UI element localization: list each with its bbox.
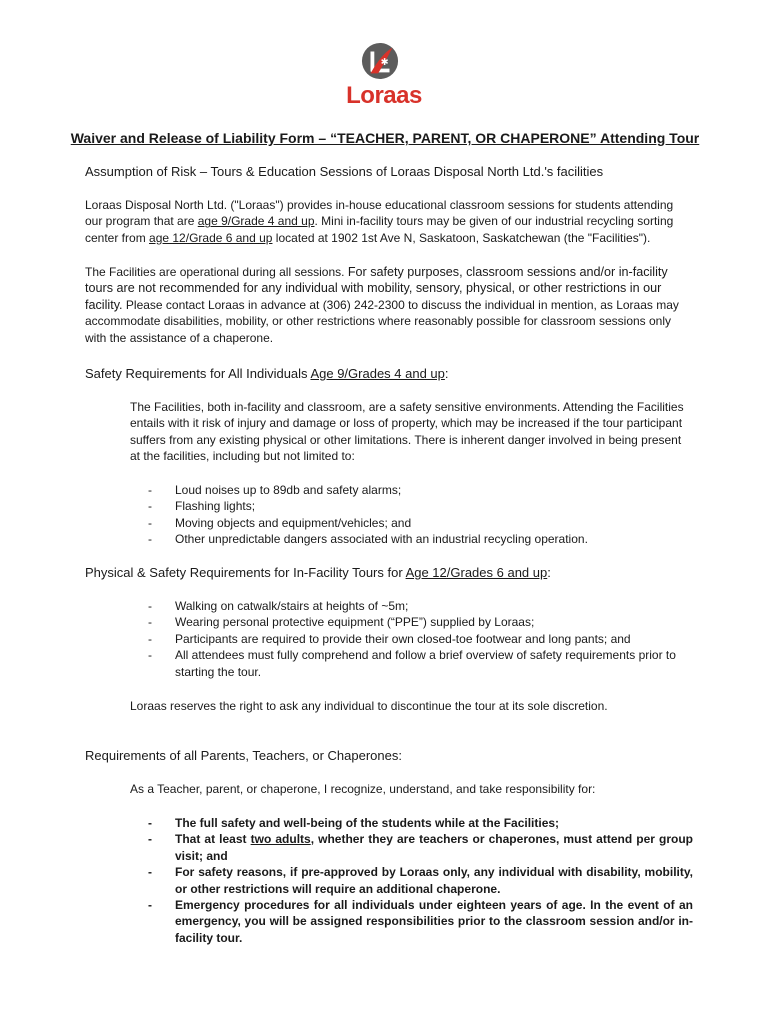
loraas-logo-icon	[361, 42, 399, 80]
list-item: - For safety reasons, if pre-approved by Loraas only, any individual with disability, mobility, or other restrictions will require an additional chaperone.	[148, 864, 693, 897]
list-item: - Walking on catwalk/stairs at heights of ~5m;	[148, 598, 693, 614]
assumption-paragraph-1: Loraas Disposal North Ltd. ("Loraas") provides in-house educational classroom sessions for students attending our program that are age 9/Grade 4 and up. Mini in-facility tours may be given of our industrial recycling sorting center from age 12/Grade 6 and up located at 1902 1st Ave N, Saskatoon, Saskatchewan (the "Facilities").	[85, 198, 674, 245]
safety-all-intro: The Facilities, both in-facility and classroom, are a safety sensitive environments. Attending the Facilities entails with it risk of injury and damage or loss of property, which may be increased if the tour participant suffers from any existing physical or other limitations. There is inherent danger involved in being present at the facilities, including but not limited to:	[130, 400, 684, 464]
hazard-list	[148, 482, 693, 548]
logo-wordmark: Loraas	[346, 82, 422, 109]
tour-requirements-list	[148, 598, 693, 680]
svg-text:✱: ✱	[380, 56, 389, 68]
requirements-heading: Requirements of all Parents, Teachers, or Chaperones:	[85, 748, 402, 763]
list-item: - Loud noises up to 89db and safety alarms;	[148, 482, 693, 498]
list-item: - Other unpredictable dangers associated with an industrial recycling operation.	[148, 531, 693, 547]
requirements-intro: As a Teacher, parent, or chaperone, I recognize, understand, and take responsibility for:	[130, 782, 596, 796]
safety-all-heading: Safety Requirements for All Individuals Age 9/Grades 4 and up:	[85, 366, 449, 381]
list-item: - The full safety and well-being of the students while at the Facilities;	[148, 815, 693, 831]
list-item: - Flashing lights;	[148, 498, 693, 514]
assumption-heading: Assumption of Risk – Tours & Education Sessions of Loraas Disposal North Ltd.'s facilities	[85, 164, 604, 179]
responsibility-list	[148, 815, 693, 946]
list-item: - Moving objects and equipment/vehicles; and	[148, 515, 693, 531]
list-item: - All attendees must fully comprehend and follow a brief overview of safety requirements prior to starting the tour.	[148, 647, 693, 680]
list-item: - That at least two adults, whether they are teachers or chaperones, must attend per group visit; and	[148, 831, 693, 864]
discontinue-notice: Loraas reserves the right to ask any individual to discontinue the tour at its sole discretion.	[130, 699, 608, 713]
safety-tours-heading: Physical & Safety Requirements for In-Facility Tours for Age 12/Grades 6 and up:	[85, 565, 551, 580]
loraas-logo	[336, 42, 432, 108]
list-item: - Participants are required to provide their own closed-toe footwear and long pants; and	[148, 631, 693, 647]
assumption-paragraph-2: The Facilities are operational during all sessions. For safety purposes, classroom sessions and/or in-facility tours are not recommended for any individual with mobility, sensory, physical, or other restrictions in our facility. Please contact Loraas in advance at (306) 242-2300 to discuss the individual in mention, as Loraas may accommodate disabilities, mobility, or other restrictions where reasonably possible for classroom sessions only with the assistance of a chaperone.	[85, 265, 679, 345]
form-title: Waiver and Release of Liability Form – “TEACHER, PARENT, OR CHAPERONE” Attending Tour	[70, 130, 700, 146]
list-item: - Emergency procedures for all individuals under eighteen years of age. In the event of an emergency, you will be assigned responsibilities prior to the classroom session and/or in-facility tour.	[148, 897, 693, 946]
list-item: - Wearing personal protective equipment (“PPE”) supplied by Loraas;	[148, 614, 693, 630]
